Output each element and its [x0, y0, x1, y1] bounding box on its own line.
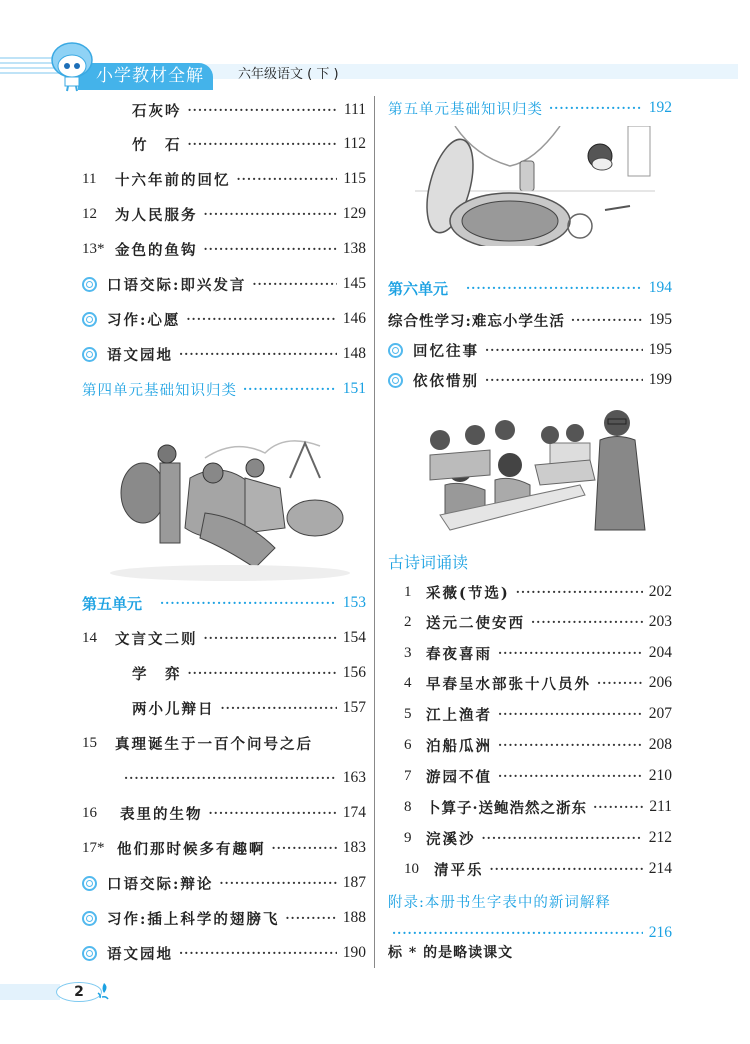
toc-row[interactable]: 14 文言文二则 ····· 154: [82, 626, 366, 650]
toc-row[interactable]: 两小儿辩日 ····· 157: [132, 696, 366, 720]
bullet-circle-icon: [82, 946, 97, 961]
poetry-heading[interactable]: 古诗词诵读: [388, 553, 469, 572]
book-subtitle: 六年级语文 ( 下 ): [238, 67, 339, 82]
bullet-circle-icon: [82, 876, 97, 891]
brand-title: 小学教材全解: [78, 63, 213, 90]
toc-row[interactable]: 习作:插上科学的翅膀飞 ····· 188: [82, 906, 366, 930]
bullet-circle-icon: [82, 277, 97, 292]
toc-row[interactable]: 3 春夜喜雨 ····· 204: [404, 641, 672, 665]
toc-row[interactable]: 8 卜算子·送鲍浩然之浙东 ····· 211: [404, 795, 672, 819]
bullet-circle-icon: [82, 312, 97, 327]
column-divider: [374, 96, 375, 968]
mascot-icon: [48, 40, 96, 92]
toc-row[interactable]: 15 真理诞生于一百个问号之后: [82, 734, 313, 753]
toc-row[interactable]: 6 泊船瓜洲 ····· 208: [404, 733, 672, 757]
toc-row-unit5-summary[interactable]: 第五单元基础知识归类 ····· 192: [388, 96, 672, 120]
toc-row[interactable]: 口语交际:辩论 ····· 187: [82, 871, 366, 895]
toc-row[interactable]: 17* 他们那时候多有趣啊 ····· 183: [82, 836, 366, 860]
toc-row[interactable]: 7 游园不值 ····· 210: [404, 764, 672, 788]
toc-row-unit4-summary[interactable]: 第四单元基础知识归类 ····· 151: [82, 377, 366, 401]
toc-row[interactable]: 11 十六年前的回忆 ····· 115: [82, 167, 366, 191]
toc-row[interactable]: 12 为人民服务 ····· 129: [82, 202, 366, 226]
toc-row[interactable]: 综合性学习:难忘小学生活 ····· 195: [388, 308, 672, 332]
bullet-circle-icon: [82, 347, 97, 362]
soldiers-on-march-illustration: [105, 418, 355, 583]
toc-row[interactable]: 学 弈 ····· 156: [132, 661, 366, 685]
toc-row[interactable]: 竹 石 ····· 112: [132, 132, 366, 156]
toc-row[interactable]: 1 采薇(节选) ····· 202: [404, 580, 672, 604]
toc-row[interactable]: 依依惜别 ····· 199: [388, 368, 672, 392]
unit6-heading[interactable]: 第六单元: [388, 280, 449, 298]
toc-row[interactable]: 13* 金色的鱼钩 ····· 138: [82, 237, 366, 261]
bullet-circle-icon: [388, 373, 403, 388]
toc-row[interactable]: 2 送元二使安西 ····· 203: [404, 610, 672, 634]
toc-row[interactable]: 16 表里的生物 ····· 174: [82, 801, 366, 825]
toc-row-continuation[interactable]: ····· 163: [124, 766, 366, 790]
pocket-watch-illustration: [415, 126, 655, 246]
toc-row[interactable]: 10 清平乐 ····· 214: [404, 857, 672, 881]
toc-row[interactable]: 石灰吟 ····· 111: [132, 98, 366, 122]
unit6-page-row[interactable]: ····· 194: [466, 276, 672, 300]
bullet-circle-icon: [388, 343, 403, 358]
toc-row[interactable]: 习作:心愿 ····· 146: [82, 307, 366, 331]
unit5-page-row[interactable]: ····· 153: [160, 591, 366, 615]
footnote: 标 * 的是略读课文: [388, 945, 514, 961]
toc-row[interactable]: 口语交际:即兴发言 ····· 145: [82, 272, 366, 296]
toc-row[interactable]: 回忆往事 ····· 195: [388, 338, 672, 362]
toc-row[interactable]: 语文园地 ····· 148: [82, 342, 366, 366]
leaf-icon: [96, 981, 110, 1001]
toc-row[interactable]: 9 浣溪沙 ····· 212: [404, 826, 672, 850]
appendix-row[interactable]: 附录:本册书生字表中的新词解释: [388, 894, 611, 911]
toc-row[interactable]: 语文园地 ····· 190: [82, 941, 366, 965]
unit5-heading[interactable]: 第五单元: [82, 595, 143, 613]
toc-row[interactable]: 4 早春呈水部张十八员外 ····· 206: [404, 671, 672, 695]
toc-row[interactable]: 5 江上渔者 ····· 207: [404, 702, 672, 726]
bullet-circle-icon: [82, 911, 97, 926]
appendix-page-row[interactable]: ····· 216: [392, 921, 672, 945]
classroom-illustration: [410, 405, 650, 535]
footer-band: [0, 984, 60, 1000]
page-number: 2: [56, 982, 102, 1002]
